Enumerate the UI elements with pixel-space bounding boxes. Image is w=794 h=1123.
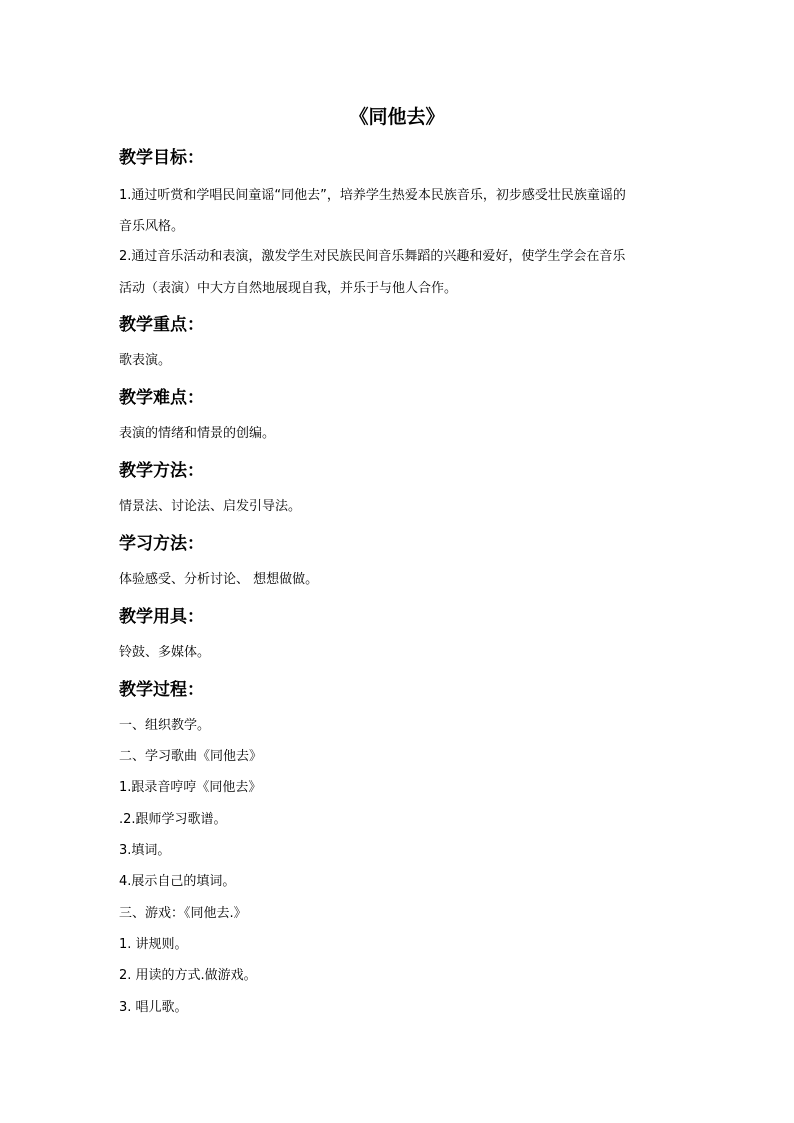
- process-item: 1. 讲规则。: [119, 937, 188, 952]
- objective-2-line-2: 活动（表演）中大方自然地展现自我，并乐于与他人合作。: [119, 281, 458, 296]
- page-title: 《同他去》: [349, 106, 445, 128]
- key-point-text: 歌表演。: [119, 353, 172, 368]
- process-item: 三、游戏：《同他去.》: [119, 906, 247, 921]
- process-item: 3. 唱儿歌。: [119, 1000, 188, 1015]
- objective-1-line-1: 1.通过听赏和学唱民间童谣“同他去”，培养学生热爱本民族音乐，初步感受壮民族童谣的: [119, 188, 626, 203]
- process-item: 一、组织教学。: [119, 718, 211, 733]
- process-item: 二、学习歌曲《同他去》: [119, 749, 263, 764]
- process-heading: 教学过程：: [119, 680, 204, 700]
- difficulty-heading: 教学难点：: [119, 388, 204, 408]
- difficulty-text: 表演的情绪和情景的创编。: [119, 426, 276, 441]
- process-item: 4.展示自己的填词。: [119, 874, 236, 889]
- process-item: 3.填词。: [119, 843, 171, 858]
- objective-heading: 教学目标：: [119, 148, 204, 168]
- teaching-method-text: 情景法、讨论法、启发引导法。: [119, 499, 302, 514]
- learning-method-heading: 学习方法：: [119, 534, 204, 554]
- key-point-heading: 教学重点：: [119, 315, 204, 335]
- teaching-method-heading: 教学方法：: [119, 461, 204, 481]
- objective-2-line-1: 2.通过音乐活动和表演，激发学生对民族民间音乐舞蹈的兴趣和爱好，使学生学会在音乐: [119, 249, 626, 264]
- process-item: .2.跟师学习歌谱。: [119, 812, 227, 827]
- process-item: 2. 用读的方式.做游戏。: [119, 968, 257, 983]
- tools-heading: 教学用具：: [119, 607, 204, 627]
- learning-method-text: 体验感受、分析讨论、 想想做做。: [119, 572, 319, 587]
- process-item: 1.跟录音哼哼《同他去》: [119, 780, 262, 795]
- objective-1-line-2: 音乐风格。: [119, 219, 185, 234]
- tools-text: 铃鼓、多媒体。: [119, 645, 211, 660]
